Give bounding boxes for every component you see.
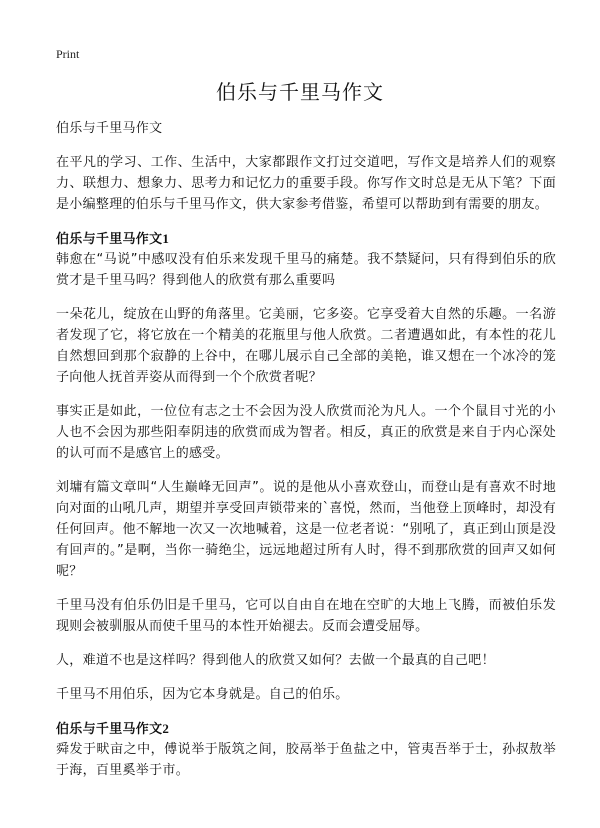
paragraph: 千里马没有伯乐仍旧是千里马，它可以自由自在地在空旷的大地上飞腾，而被伯乐发现则会被驯服从而使千里马的本性开始褪去。反而会遭受屈辱。 (56, 598, 556, 634)
paragraph: 事实正是如此，一位位有志之士不会因为没人欣赏而沦为凡人。一个个鼠目寸光的小人也不会因为那些阳奉阴违的欣赏而成为智者。相反，真正的欣赏是来自于内心深处的认可而不是感官上的感受。 (56, 404, 556, 461)
section-heading-1: 伯乐与千里马作文1 (56, 231, 170, 246)
print-link[interactable]: Print (56, 47, 80, 61)
page-title: 伯乐与千里马作文 (216, 80, 384, 104)
article-subtitle: 伯乐与千里马作文 (56, 121, 163, 136)
article-body (56, 118, 556, 794)
section-heading-2: 伯乐与千里马作文2 (56, 721, 170, 736)
paragraph: 韩愈在“马说”中感叹没有伯乐来发现千里马的痛楚。我不禁疑问，只有得到伯乐的欣赏才是千里马吗？得到他人的欣赏有那么重要吗 (56, 252, 556, 288)
intro-paragraph: 在平凡的学习、工作、生活中，大家都跟作文打过交道吧，写作文是培养人们的观察力、联想力、想象力、思考力和记忆力的重要手段。你写作文时总是无从下笔？下面是小编整理的伯乐与千里马作文，供大家参考借鉴，希望可以帮助到有需要的朋友。 (56, 155, 556, 212)
paragraph: 刘墉有篇文章叫“人生巅峰无回声”。说的是他从小喜欢登山，而登山是有喜欢不时地向对面的山吼几声，期望并享受回声锁带来的`喜悦，然而，当他登上顶峰时，却没有任何回声。他不解地一次又一次地喊着，这是一位老者说：“别吼了，真正到山顶是没有回声的。”是啊，当你一骑绝尘，远远地超过所有人时，得不到那欣赏的回声又如何呢？ (56, 480, 556, 579)
paragraph: 千里马不用伯乐，因为它本身就是。自己的伯乐。 (56, 687, 349, 702)
paragraph: 一朵花儿，绽放在山野的角落里。它美丽，它多姿。它享受着大自然的乐趣。一名游者发现了它，将它放在一个精美的花瓶里与他人欣赏。二者遭遇如此，有本性的花儿自然想回到那个寂静的上谷中，在哪儿展示自己全部的美艳，谁又想在一个冰冷的笼子向他人抚首弄姿从而得到一个个欣赏者呢？ (56, 307, 556, 385)
paragraph: 舜发于畎亩之中，傅说举于版筑之间，胶鬲举于鱼盐之中，管夷吾举于士，孙叔敖举于海，百里奚举于市。 (56, 742, 556, 778)
paragraph: 人，难道不也是这样吗？得到他人的欣赏又如何？去做一个最真的自己吧！ (56, 653, 495, 668)
